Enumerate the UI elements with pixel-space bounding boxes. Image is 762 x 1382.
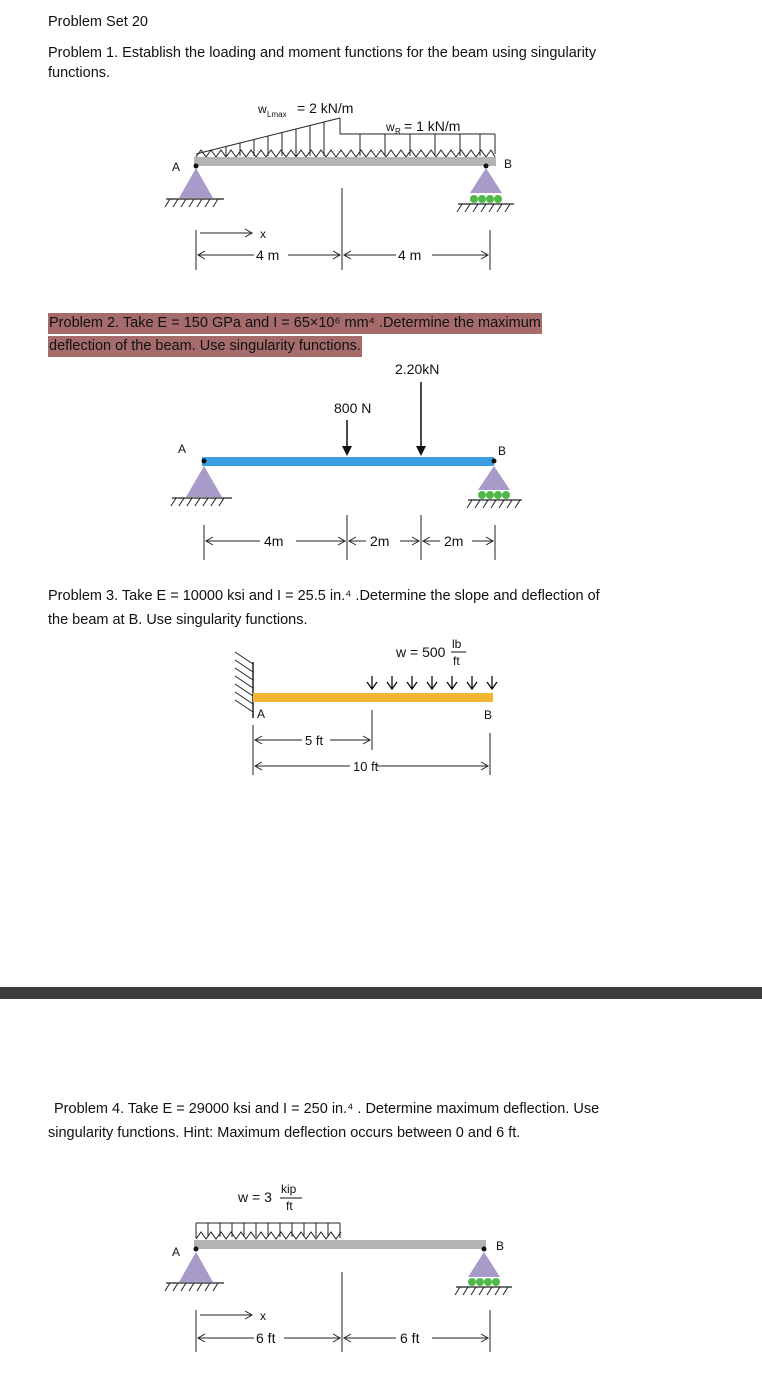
p1-dimensions xyxy=(196,188,490,270)
p2-beam xyxy=(202,457,494,466)
p2-load1-label: 800 N xyxy=(334,400,372,416)
p4-support-a-label: A xyxy=(172,1245,181,1259)
p1-load-right-w: w xyxy=(386,120,395,134)
problem3-text-line1: Problem 3. Take E = 10000 ksi and I = 25.5 in.⁴ .Determine the slope and deflection of xyxy=(48,588,600,604)
p4-dim1: 6 ft xyxy=(256,1330,276,1346)
p4-load-unit-num: kip xyxy=(281,1182,297,1196)
p4-load-prefix: w = 3 xyxy=(238,1189,272,1205)
page-divider xyxy=(0,987,762,999)
p3-support-b-label: B xyxy=(484,708,493,722)
p1-x-axis-arrow xyxy=(200,229,252,237)
p1-load-left-w: w xyxy=(258,102,267,116)
problem4-text-line2: singularity functions. Hint: Maximum deflection occurs between 0 and 6 ft. xyxy=(48,1125,521,1141)
p1-support-b-label: B xyxy=(504,157,513,171)
p4-load-unit-den: ft xyxy=(286,1199,293,1213)
p2-dim2: 2m xyxy=(370,533,390,549)
problem1-text-line2: functions. xyxy=(48,65,111,81)
p3-load-unit-den: ft xyxy=(453,654,460,668)
p1-load-right-sub: R xyxy=(395,127,401,136)
problem3-diagram xyxy=(0,630,762,780)
p4-support-b-label: B xyxy=(496,1239,505,1253)
p4-roller-support-b xyxy=(455,1247,512,1296)
p4-dimensions xyxy=(196,1272,490,1352)
p4-x-axis-label: x xyxy=(260,1309,266,1323)
p3-distributed-load xyxy=(367,676,497,689)
p1-load-left-value: = 2 kN/m xyxy=(297,100,354,116)
p3-dim1: 5 ft xyxy=(305,733,324,748)
problem3-text-line2: the beam at B. Use singularity functions. xyxy=(48,612,308,628)
p3-load-prefix: w = 500 xyxy=(396,644,446,660)
p3-fixed-wall xyxy=(235,652,253,718)
p3-support-a-label: A xyxy=(257,707,266,721)
problem2-text-line2: deflection of the beam. Use singularity functions. xyxy=(48,336,362,357)
p3-dim2: 10 ft xyxy=(353,759,379,774)
p3-load-unit-num: lb xyxy=(452,637,462,651)
p2-load1-arrow xyxy=(342,420,352,456)
p2-dim3: 2m xyxy=(444,533,464,549)
p2-load2-label: 2.20kN xyxy=(395,361,440,377)
p4-dim2: 6 ft xyxy=(400,1330,420,1346)
problem2-diagram xyxy=(0,355,762,565)
p3-beam xyxy=(253,693,493,702)
problem4-diagram xyxy=(0,1175,762,1360)
problem2-text-line1: Problem 2. Take E = 150 GPa and I = 65×10⁶ mm⁴ .Determine the maximum xyxy=(48,313,542,334)
p1-dim-left: 4 m xyxy=(256,247,280,263)
p4-uniform-load xyxy=(196,1223,341,1239)
p4-beam xyxy=(194,1240,486,1249)
problem1-text-line1: Problem 1. Establish the loading and moment functions for the beam using singularity xyxy=(48,45,597,61)
p1-load-right-value: = 1 kN/m xyxy=(404,118,461,134)
p1-load-left-sub: Lmax xyxy=(267,110,287,119)
p1-support-a-label: A xyxy=(172,160,181,174)
p2-load2-arrow xyxy=(416,382,426,456)
p1-beam xyxy=(194,157,496,166)
p4-x-axis-arrow xyxy=(200,1311,252,1319)
problem4-text-line1: Problem 4. Take E = 29000 ksi and I = 250 in.⁴ . Determine maximum deflection. Use xyxy=(54,1101,600,1117)
p1-x-axis-label: x xyxy=(260,227,266,241)
page-title: Problem Set 20 xyxy=(48,14,148,30)
p2-support-b-label: B xyxy=(498,444,507,458)
p2-dim1: 4m xyxy=(264,533,284,549)
p2-support-a-label: A xyxy=(178,442,187,456)
problem1-diagram xyxy=(0,95,762,275)
p1-dim-right: 4 m xyxy=(398,247,422,263)
